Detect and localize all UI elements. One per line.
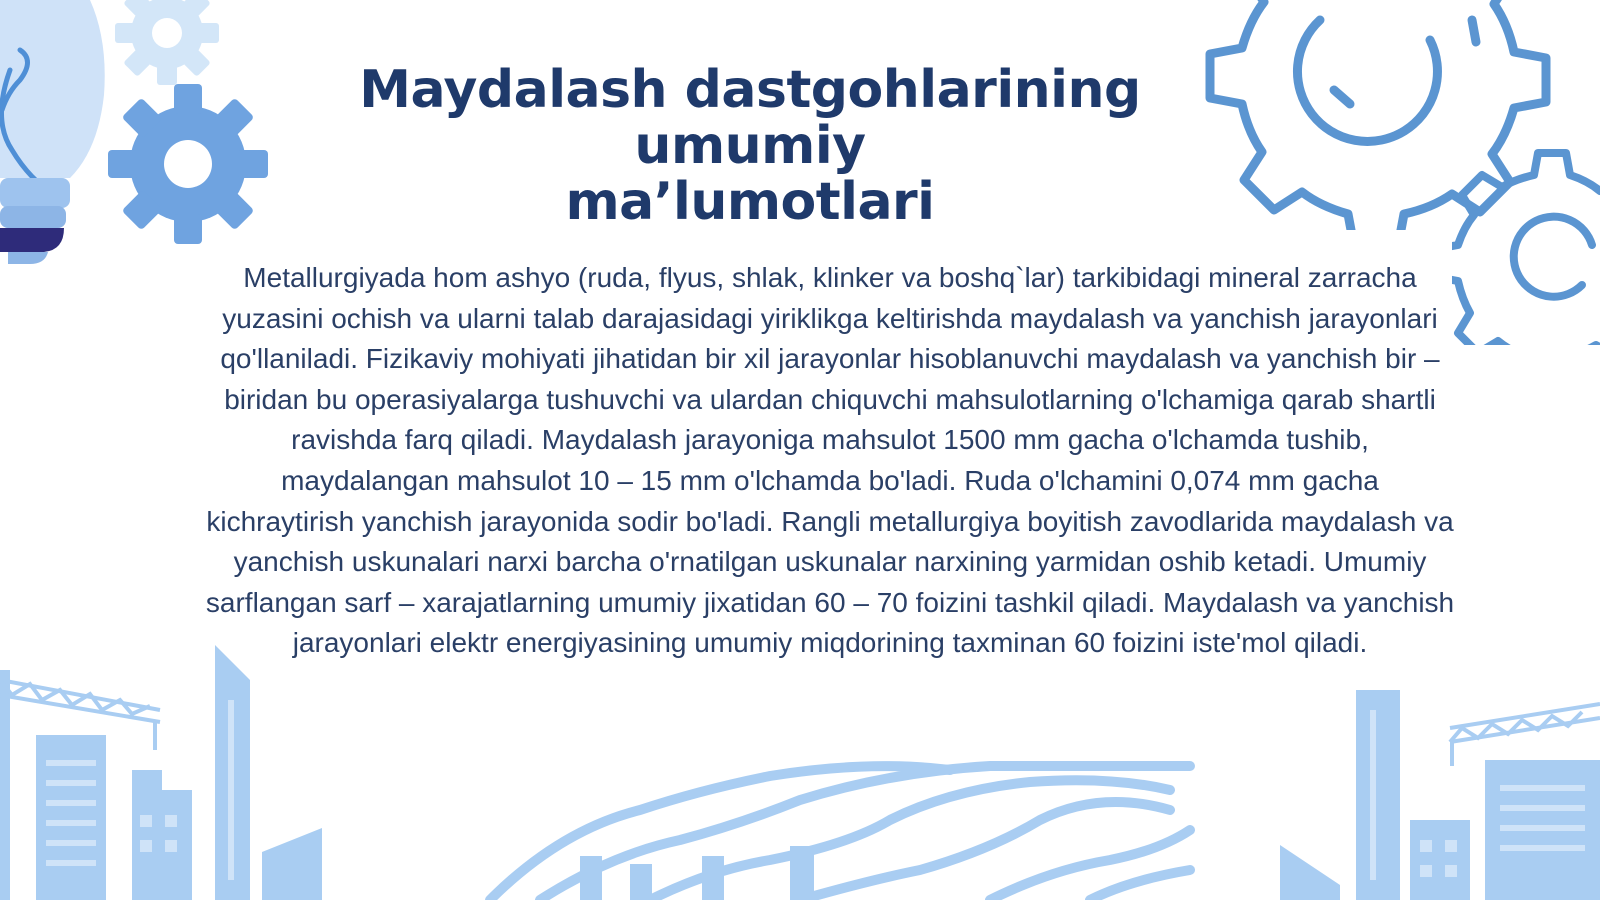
lightbulb-icon xyxy=(0,0,120,270)
page-title xyxy=(250,62,1250,230)
factory-smoke-icon xyxy=(470,760,1210,900)
gear-outline-icon xyxy=(1452,145,1600,345)
title-line-2: ma’lumotlari xyxy=(565,172,935,232)
body-paragraph: Metallurgiyada hom ashyo (ruda, flyus, shlak, klinker va boshq`lar) tarkibidagi mineral zarracha yuzasini ochish va ularni talab darajasidagi yiriklikga keltirishda maydalash va yanchish jarayonlari qo'llaniladi. Fizikaviy mohiyati jihatidan bir xil jarayonlar hisoblanuvchi maydalash va yanchish bir – biridan bu operasiyalarga tushuvchi va ulardan chiquvchi mahsulotlarning o'lchamiga qarab shartli ravishda farq qiladi. Maydalash jarayoniga mahsulot 1500 mm gacha o'lchamda tushib, maydalangan mahsulot 10 – 15 mm o'lchamda bo'ladi. Ruda o'lchamini 0,074 mm gacha kichraytirish yanchish jarayonida sodir bo'ladi. Rangli metallurgiya boyitish zavodlarida maydalash va yanchish uskunalari narxi barcha o'rnatilgan uskunalar narxining yarmidan oshib ketadi. Umumiy sarflangan sarf – xarajatlarning umumiy jixatidan 60 – 70 foizini tashkil qiladi. Maydalash va yanchish jarayonlari elektr energiyasining umumiy miqdorining taxminan 60 foizini iste'mol qiladi. xyxy=(205,262,1455,659)
title-line-1: Maydalash dastgohlarining umumiy xyxy=(359,60,1141,176)
building-icon xyxy=(0,640,340,900)
building-icon xyxy=(1280,670,1600,900)
gear-icon xyxy=(106,82,270,246)
gear-icon xyxy=(112,0,222,88)
crane-icon xyxy=(1450,704,1600,766)
